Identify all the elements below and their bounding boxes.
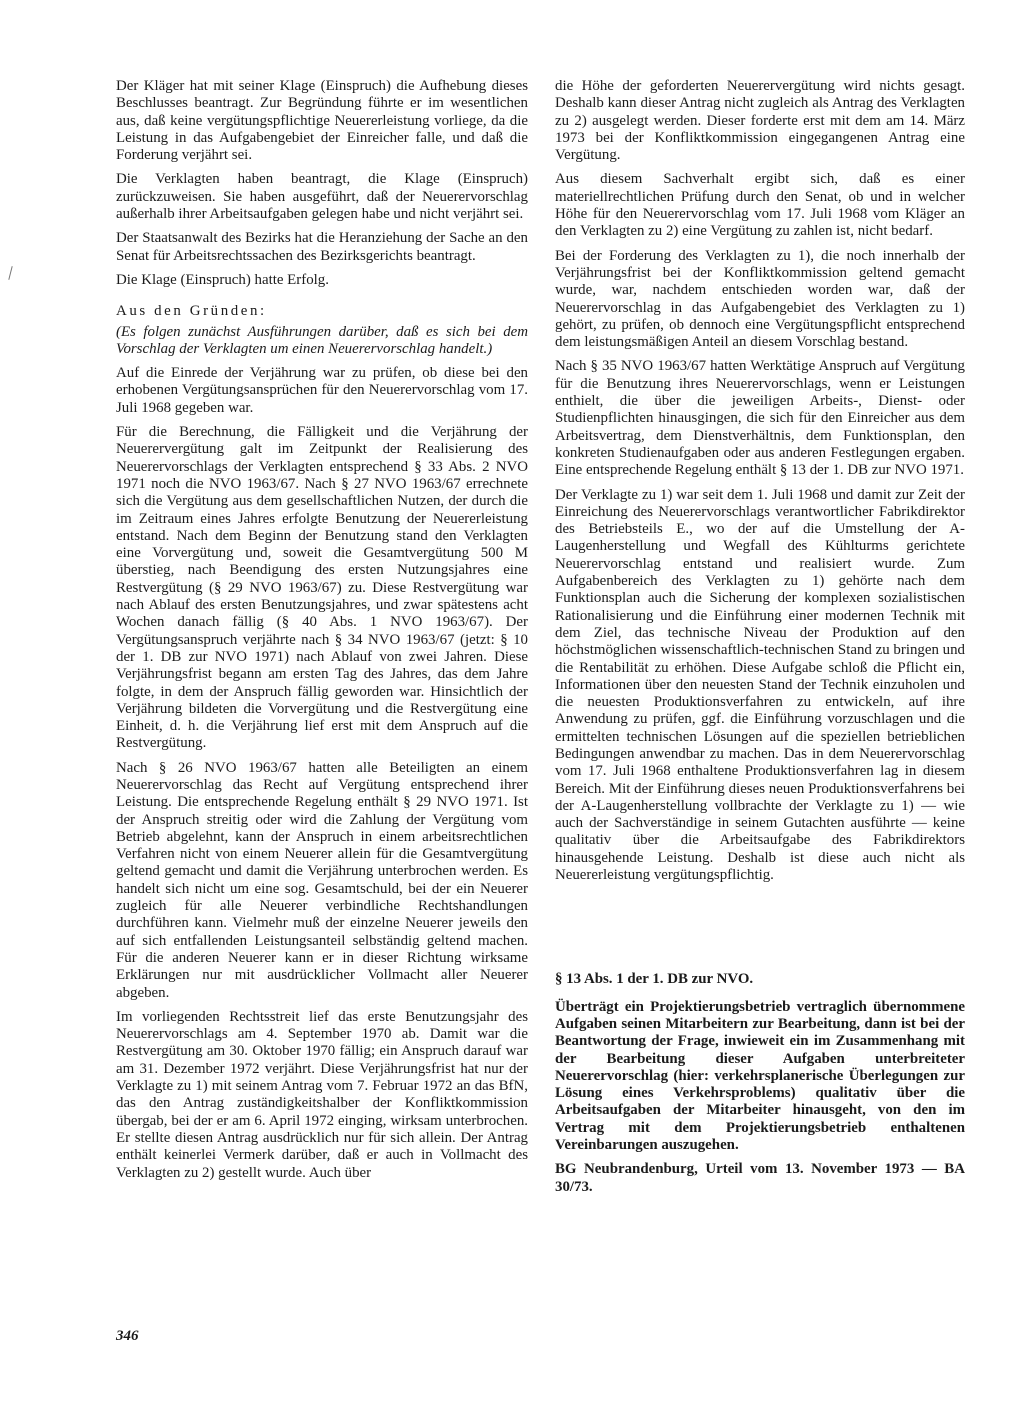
section-heading: § 13 Abs. 1 der 1. DB zur NVO.	[555, 971, 754, 988]
paragraph-continuation: die Höhe der geforderten Neuerervergütung wird nichts gesagt. Deshalb kann dieser Antrag nicht zugleich als Antrag des Verklagten zu 2) ausgelegt werden. Dieser forderte erst mit dem am 14. März 1973 bei der Konfliktkommission eingegangenen Antrag eine Vergütung.	[555, 78, 965, 164]
paragraph-calculation: Für die Berechnung, die Fälligkeit und die Verjährung der Neuerervergütung galt im Zeitpunkt der Realisierung des Neuerervorschlags der Verklagten entsprechend § 33 Abs. 2 NVO 1971 noch die NVO 1963/67. Nach § 27 NVO 1963/67 errechnete sich die Vergütung aus dem gesellschaftlichen Nutzen, der durch die im Zeitraum eines Jahres erfolgte Benutzung der Neuererleistung entstand. Nach dem Beginn der Benutzung stand den Verklagten eine Vorvergütung und, soweit die Gesamtvergütung 500 M überstieg, nach Beendigung des ersten Nutzungsjahres eine Restvergütung (§ 29 NVO 1963/67) zu. Diese Restvergütung war nach Ablauf des ersten Benutzungsjahres, und zwar spätestens acht Wochen danach fällig (§ 40 Abs. 1 NVO 1963/67). Der Vergütungsanspruch verjährte nach § 34 NVO 1963/67 (jetzt: § 10 der 1. DB zur NVO 1971) nach Ablauf von zwei Jahren. Diese Verjährungsfrist begann am ersten Tag des Jahres, das dem Jahre folgte, in dem der Anspruch fällig geworden war. Hinsichtlich der Verjährung bildeten die Vorvergütung und die Restvergütung eine Einheit, d. h. die Verjährung lief erst mit dem Anspruch auf die Restvergütung.	[116, 424, 528, 752]
paragraph-prosecutor: Der Staatsanwalt des Bezirks hat die Heranziehung der Sache an den Senat für Arbeitsrechtssachen des Bezirksgerichts beantragt.	[116, 230, 528, 264]
paragraph-nvo-35: Nach § 35 NVO 1963/67 hatten Werktätige Anspruch auf Vergütung für die Benutzung ihres Neuerervorschlags, wenn er Leistungen enthielt, die über die jeweiligen Arbeits-, Dienst- oder Studienpflichten hinausgingen, die sich für den Einreicher aus dem Arbeitsvertrag, dem Dienstverhältnis, dem Funktionsplan, den konkreten Studienaufgaben oder aus anderen Festlegungen ergaben. Eine entsprechende Regelung enthält § 13 der 1. DB zur NVO 1971.	[555, 358, 965, 479]
section-gap	[555, 891, 965, 971]
paragraph-outcome: Die Klage (Einspruch) hatte Erfolg.	[116, 271, 329, 288]
margin-pencil-mark	[8, 266, 12, 280]
paragraph-participants: Nach § 26 NVO 1963/67 hatten alle Beteiligten an einem Neuerervorschlag das Recht auf Vergütung entsprechend ihrer Leistung. Die entsprechende Regelung enthält § 29 NVO 1971. Ist der Anspruch streitig oder wird die Zahlung der Vergütung vom Betrieb abgelehnt, kann der Anspruch in einem arbeitsrechtlichen Verfahren nicht von einem Neuerer allein für die Gesamtvergütung geltend gemacht und damit die Verjährung unterbrochen werden. Es handelt sich nicht um eine sog. Gesamtschuld, bei der ein Neuerer zugleich für alle Neuerer verbindliche Rechtshandlungen durchführen kann. Vielmehr muß der einzelne Neuerer jeweils den auf sich entfallenden Leistungsanteil selbständig geltend machen. Für die anderen Neuerer kann er in dieser Richtung wirksame Erklärungen nur mit ausdrücklicher Vollmacht aller Neuerer abgeben.	[116, 759, 528, 1001]
left-column	[116, 78, 528, 1189]
citation: BG Neubrandenburg, Urteil vom 13. November 1973 — BA 30/73.	[555, 1161, 965, 1195]
paragraph-conclusion: Aus diesem Sachverhalt ergibt sich, daß es einer materiellrechtlichen Prüfung durch den Senat, ob und in welcher Höhe für den Neuerervorschlag vom 17. Juli 1968 vom Kläger an den Verklagten zu 2) eine Vergütung zu zahlen ist, nicht bedarf.	[555, 171, 965, 240]
right-column	[555, 78, 965, 1203]
paragraph-defense: Die Verklagten haben beantragt, die Klage (Einspruch) zurückzuweisen. Sie haben ausgeführt, daß der Neuerervorschlag außerhalb ihrer Arbeitsaufgaben gelegen habe und nicht verjährt sei.	[116, 171, 528, 223]
paragraph-present-case: Im vorliegenden Rechtsstreit lief das erste Benutzungsjahr des Neuerervorschlags am 4. September 1970 ab. Damit war die Restvergütung am 30. Oktober 1970 fällig; ein Anspruch darauf war am 31. Dezember 1972 verjährt. Diese Verjährungsfrist hat nur der Verklagte zu 1) mit seinem Antrag vom 7. Februar 1972 an das BfN, das den Antrag zuständigkeitshalber der Konfliktkommission übergab, bei der er am 6. April 1972 einging, wirksam unterbrochen. Er stellte diesen Antrag ausdrücklich nur für sich allein. Der Antrag enthält keinerlei Vermerk darüber, daß er auch in Vollmacht des Verklagten zu 2) gestellt wurde. Auch über	[116, 1008, 528, 1181]
page-number: 346	[116, 1328, 139, 1344]
reasons-note: (Es folgen zunächst Ausführungen darüber, daß es sich bei dem Vorschlag der Verklagten um einen Neuerervorschlag handelt.)	[116, 323, 528, 357]
paragraph-claim-defendant-1: Bei der Forderung des Verklagten zu 1), die noch innerhalb der Verjährungsfrist bei der Konfliktkommission geltend gemacht wurde, war, nachdem entschieden worden war, daß der Neuerervorschlag in das Aufgabengebiet des Verklagten zu 1) gehört, zu prüfen, ob dennoch eine Vergütungspflicht entsprechend dem leistungsmäßigen Anteil an diesem Vorschlag bestand.	[555, 247, 965, 351]
paragraph-limitation-check: Auf die Einrede der Verjährung war zu prüfen, ob diese bei den erhobenen Vergütungsansprüchen für den Neuerervorschlag vom 17. Juli 1968 gegeben war.	[116, 365, 528, 416]
headnote: Überträgt ein Projektierungsbetrieb vertraglich übernommene Aufgaben seinen Mitarbeitern zur Bearbeitung, dann ist bei der Beantwortung der Frage, inwieweit ein im Zusammenhang mit der Bearbeitung dieser Aufgaben unterbreiteter Neuerervorschlag (hier: verkehrsplanerische Überlegungen zur Lösung eines Verkehrsproblems) qualitativ über die Arbeitsaufgaben der Mitarbeiter hinausgeht, von den im Vertrag mit dem Projektierungsbetrieb enthaltenen Vereinbarungen auszugehen.	[555, 998, 965, 1154]
paragraph-factory-director: Der Verklagte zu 1) war seit dem 1. Juli 1968 und damit zur Zeit der Einreichung des Neuerervorschlags verantwortlicher Fabrikdirektor des Betriebsteils E., wo der auf die Umstellung der A-Laugenherstellung und Wegfall des Kühlturms gerichtete Neuerervorschlag entstand und realisiert wurde. Zum Aufgabenbereich des Verklagten zu 1) gehörte nach dem Funktionsplan auch die Sicherung der komplexen sozialistischen Rationalisierung und die Einführung einer modernen Technik mit dem Ziel, das technische Niveau der Produktion auf den höchstmöglichen wissenschaftlich-technischen Stand zu bringen und die Rentabilität zu erhöhen. Diese Aufgabe schloß die Pflicht ein, Informationen über den neuesten Stand der Technik einzuholen und die neuesten Produktionsverfahren zu entwickeln, auf ihre Anwendung zu prüfen, ggf. die Einführung vorzuschlagen und die ermittelten technischen Lösungen auf die speziellen betrieblichen Bedingungen anwendbar zu machen. Das in dem Neuerervorschlag vom 17. Juli 1968 enthaltene Produktionsverfahren lag in diesem Bereich. Mit der Einführung dieses neuen Produktionsverfahrens bei der A-Laugenherstellung vollbrachte der Verklagte zu 1) — wie auch der Sachverständige in seinem Gutachten ausführte — keine qualitativ über die Arbeitsaufgabe des Fabrikdirektors hinausgehende Leistung. Deshalb ist diese auch nicht als Neuererleistung vergütungspflichtig.	[555, 486, 965, 884]
paragraph-complaint: Der Kläger hat mit seiner Klage (Einspruch) die Aufhebung dieses Beschlusses beantragt. Zur Begründung führte er im wesentlichen aus, daß keine vergütungspflichtige Neuererleistung vorliege, da die Leistung in das Aufgabengebiet der Einreicher falle, und daß die Forderung verjährt sei.	[116, 78, 528, 164]
reasons-heading: Aus den Gründen:	[116, 303, 267, 320]
